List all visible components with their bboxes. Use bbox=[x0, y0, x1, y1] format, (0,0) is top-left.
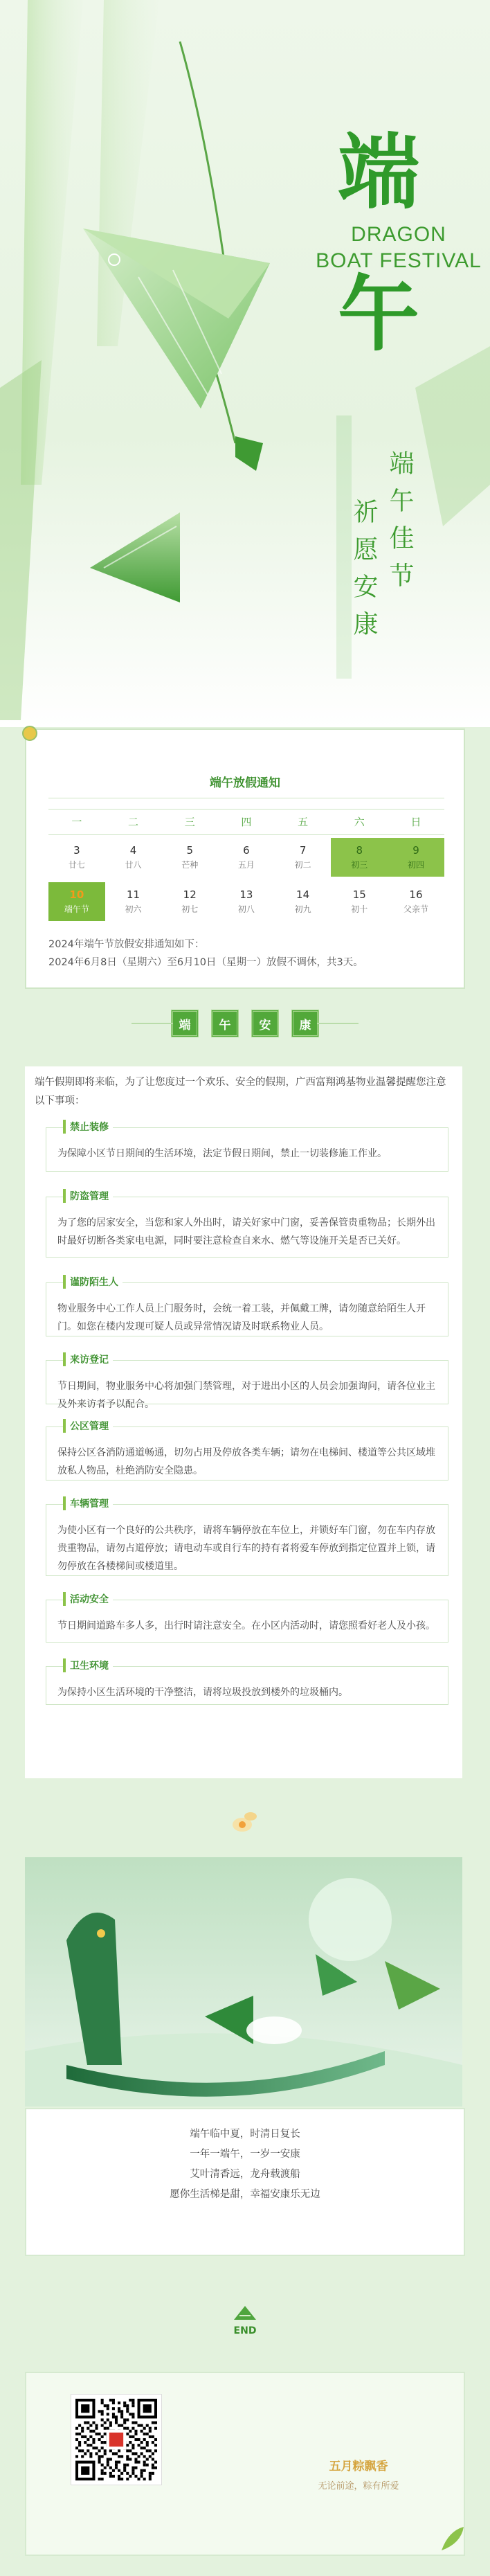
calendar-weekday-row bbox=[48, 809, 444, 835]
notice-item-text: 为保持小区生活环境的干净整洁，请将垃圾投放到楼外的垃圾桶内。 bbox=[57, 1687, 348, 1698]
calendar-day bbox=[275, 838, 332, 877]
notice-item-text: 为使小区有一个良好的公共秩序，请将车辆停放在车位上，并锁好车门窗，勿在车内存放贵重物品，请勿占道停放；请电动车或自行车的持有者将爱车停放到指定位置并上锁，请勿停放在各楼梯间或楼道里。 bbox=[57, 1525, 435, 1572]
lunar-date: 初二 bbox=[294, 860, 311, 870]
notice-item-title: 活动安全 bbox=[63, 1592, 113, 1606]
footer-card bbox=[25, 2372, 465, 2556]
qr-code-image bbox=[75, 2399, 157, 2480]
weekday-label: 四 bbox=[218, 809, 275, 835]
day-number: 11 bbox=[126, 888, 140, 901]
notice-item bbox=[46, 1277, 448, 1336]
calendar-day bbox=[275, 882, 332, 921]
notice-card bbox=[25, 1066, 462, 1778]
calendar-day bbox=[218, 882, 275, 921]
day-number: 13 bbox=[239, 888, 253, 901]
tag-3: 安 bbox=[251, 1010, 279, 1037]
hero-vertical-right: 端午佳节 bbox=[385, 450, 414, 600]
lunar-date: 芒种 bbox=[181, 860, 199, 870]
day-number: 15 bbox=[352, 888, 366, 901]
notice-item-title: 来访登记 bbox=[63, 1352, 113, 1366]
tag-4: 康 bbox=[291, 1010, 319, 1037]
day-number: 16 bbox=[409, 888, 423, 901]
poem-card bbox=[25, 2108, 465, 2256]
hero-vertical-left: 祈愿安康 bbox=[350, 499, 378, 648]
notice-item bbox=[46, 1661, 448, 1705]
day-number: 8 bbox=[356, 844, 363, 857]
day-number: 9 bbox=[412, 844, 419, 857]
calendar-title: 端午放假通知 bbox=[210, 776, 280, 790]
notice-item-text: 为了您的居家安全，当您和家人外出时，请关好家中门窗，妥善保管贵重物品；长期外出时最好切断各类家电电源，同时要注意检查自来水、燃气等设施开关是否已关好。 bbox=[57, 1217, 435, 1246]
calendar-day bbox=[388, 838, 444, 877]
calendar-day bbox=[161, 838, 218, 877]
leaf-icon bbox=[442, 2527, 464, 2550]
notice-item bbox=[46, 1354, 448, 1410]
notice-item-title: 禁止装修 bbox=[63, 1120, 113, 1134]
hero-title-bottom: 午 bbox=[338, 266, 420, 362]
notice-item-text: 节日期间，物业服务中心将加强门禁管理，对于进出小区的人员会加强询问，请各位业主及外来访者予以配合。 bbox=[57, 1381, 435, 1410]
calendar-day bbox=[218, 838, 275, 877]
day-number: 4 bbox=[129, 844, 137, 857]
footer-brand: 五月粽飘香 bbox=[329, 2460, 388, 2474]
notice-item-title: 车辆管理 bbox=[63, 1496, 113, 1510]
poem-line: 艾叶清香远，龙舟载渡船 bbox=[190, 2169, 300, 2180]
weekday-label: 日 bbox=[388, 809, 444, 835]
calendar-week-row bbox=[48, 879, 444, 924]
notice-item-text: 物业服务中心工作人员上门服务时，会统一着工装，并佩戴工牌，请勿随意给陌生人开门。如您在楼内发现可疑人员或异常情况请及时联系物业人员。 bbox=[57, 1303, 426, 1332]
zongzi-icon bbox=[233, 2303, 257, 2324]
pin-icon bbox=[22, 726, 37, 741]
notice-item bbox=[46, 1499, 448, 1576]
notice-intro: 端午假期即将来临，为了让您度过一个欢乐、安全的假期，广西富翔鸿基物业温馨提醒您注意以下事项： bbox=[35, 1077, 446, 1107]
notice-item-text: 保持公区各消防通道畅通，切勿占用及停放各类车辆；请勿在电梯间、楼道等公共区域堆放私人物品，杜绝消防安全隐患。 bbox=[57, 1447, 435, 1476]
calendar-day bbox=[48, 838, 105, 877]
day-number: 5 bbox=[186, 844, 193, 857]
calendar-note-2: 2024年6月8日（星期六）至6月10日（星期一）放假不调休，共3天。 bbox=[48, 957, 363, 968]
notice-item-title: 卫生环境 bbox=[63, 1658, 113, 1672]
tag-line-left bbox=[131, 1023, 173, 1024]
calendar-day bbox=[331, 838, 388, 877]
zongzi-illustration bbox=[0, 0, 490, 727]
weekday-label: 五 bbox=[275, 809, 332, 835]
weekday-label: 二 bbox=[105, 809, 162, 835]
notice-item bbox=[46, 1122, 448, 1172]
notice-item bbox=[46, 1594, 448, 1643]
lunar-date: 初四 bbox=[407, 860, 424, 870]
lunar-date: 初七 bbox=[181, 904, 199, 914]
notice-item bbox=[46, 1421, 448, 1481]
notice-item-title: 公区管理 bbox=[63, 1419, 113, 1433]
hero-subtitle-line1: DRAGON bbox=[351, 223, 446, 246]
tag-1: 端 bbox=[171, 1010, 199, 1037]
end-label: END bbox=[233, 2325, 257, 2336]
calendar-note-1: 2024年端午节放假安排通知如下： bbox=[48, 939, 205, 950]
day-number: 6 bbox=[243, 844, 250, 857]
tag-line-right bbox=[317, 1023, 359, 1024]
qr-code[interactable] bbox=[71, 2394, 162, 2485]
lunar-date: 初八 bbox=[237, 904, 255, 914]
lunar-date: 初十 bbox=[351, 904, 368, 914]
day-number: 3 bbox=[73, 844, 80, 857]
notice-item-text: 为保障小区节日期间的生活环境，法定节假日期间，禁止一切装修施工作业。 bbox=[57, 1148, 387, 1159]
hero-title-top: 端 bbox=[338, 124, 420, 220]
weekday-label: 三 bbox=[161, 809, 218, 835]
poem bbox=[26, 2125, 464, 2205]
tag-2: 午 bbox=[211, 1010, 239, 1037]
notice-item-title: 谨防陌生人 bbox=[63, 1275, 122, 1289]
footer-slogan: 无论前途，粽有所爱 bbox=[318, 2481, 399, 2492]
day-number: 12 bbox=[183, 888, 197, 901]
notice-item-text: 节日期间道路车多人多，出行时请注意安全。在小区内活动时，请您照看好老人及小孩。 bbox=[57, 1620, 435, 1631]
day-number: 14 bbox=[296, 888, 310, 901]
lunar-date: 初六 bbox=[125, 904, 142, 914]
calendar-grid bbox=[48, 809, 444, 924]
lunar-date: 初九 bbox=[294, 904, 311, 914]
calendar-week-row bbox=[48, 835, 444, 879]
notice-item bbox=[46, 1191, 448, 1258]
lunar-date: 父亲节 bbox=[403, 904, 428, 914]
poem-line: 端午临中夏，时清日复长 bbox=[190, 2129, 300, 2140]
lunar-date: 初三 bbox=[351, 860, 368, 870]
holiday-calendar-card bbox=[25, 728, 465, 989]
dragon-boat-image bbox=[25, 1857, 462, 2107]
lunar-date: 端午节 bbox=[64, 904, 89, 914]
day-number: 10 bbox=[69, 888, 84, 901]
hero-subtitle-line2: BOAT FESTIVAL bbox=[316, 249, 482, 272]
calendar-day bbox=[161, 882, 218, 921]
calendar-day bbox=[48, 882, 105, 921]
poem-line: 愿你生活梯是甜，幸福安康乐无边 bbox=[170, 2189, 320, 2200]
hero-banner bbox=[0, 0, 490, 727]
weekday-label: 六 bbox=[331, 809, 388, 835]
egg-icon bbox=[228, 1805, 262, 1839]
lunar-date: 五月 bbox=[237, 860, 255, 870]
calendar-day bbox=[388, 882, 444, 921]
weekday-label: 一 bbox=[48, 809, 105, 835]
blessing-tags bbox=[0, 1010, 490, 1037]
lunar-date: 廿八 bbox=[125, 860, 142, 870]
lunar-date: 廿七 bbox=[68, 860, 85, 870]
calendar-day bbox=[331, 882, 388, 921]
day-number: 7 bbox=[299, 844, 307, 857]
calendar-day bbox=[105, 882, 162, 921]
notice-item-title: 防盗管理 bbox=[63, 1189, 113, 1203]
poem-line: 一年一端午，一岁一安康 bbox=[190, 2149, 300, 2160]
calendar-day bbox=[105, 838, 162, 877]
